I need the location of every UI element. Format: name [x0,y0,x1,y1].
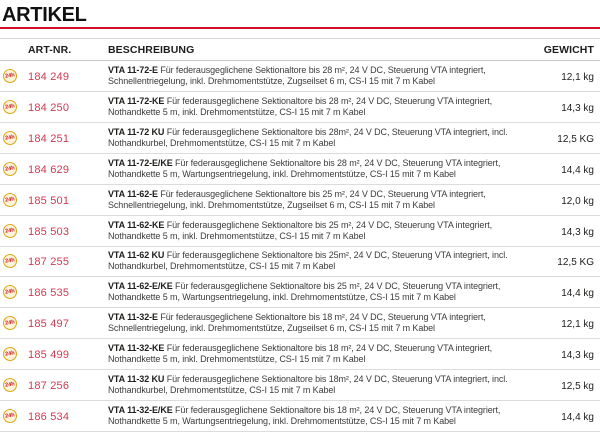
badge-label: 24h [4,381,16,389]
product-description: Für federausgeglichene Sektionaltore bis 18m², 24 V DC, Steuerung VTA integriert, incl. Nothandkurbel, Drehmomentstütze, CS-I 15 mit 7 m Kabel [108,374,508,396]
article-number: 187 255 [28,256,70,269]
badge-label: 24h [4,226,16,235]
24h-express-badge-icon [2,377,18,393]
24h-express-badge-icon [2,68,18,84]
product-name: VTA 11-72-E [108,64,158,75]
product-name: VTA 11-72-E/KE [108,157,173,168]
article-number: 187 256 [28,380,70,393]
badge-label: 24h [4,103,16,111]
table-row [0,401,600,432]
product-description: Für federausgeglichene Sektionaltore bis 28 m², 24 V DC, Steuerung VTA integriert, Nothandkette 5 m, inkl. Drehmomentstütze, CS-I 15 mit 7 m Kabel [108,95,493,117]
article-number: 185 497 [28,318,70,331]
table-body [0,61,600,432]
product-name: VTA 11-62-E/KE [108,281,173,292]
table-row [0,61,600,92]
product-name: VTA 11-32 KU [108,374,165,385]
table-row [0,185,600,216]
badge-label: 24h [4,288,16,297]
badge-label: 24h [4,165,16,173]
24h-express-badge-icon [2,99,18,115]
badge-label: 24h [4,72,16,80]
product-description: Für federausgeglichene Sektionaltore bis 25 m², 24 V DC, Steuerung VTA integriert, Nothandkette 5 m, Wartungsentriegelung, inkl. Drehmomentstütze, CS-I 15 mit 7 m Kabel [108,281,501,303]
24h-express-badge-icon [2,346,18,362]
weight-value: 14,3 kg [561,102,594,114]
product-description: Für federausgeglichene Sektionaltore bis 25m², 24 V DC, Steuerung VTA integriert, incl. Nothandkurbel, Drehmomentstütze, CS-I 15 mit 7 m Kabel [108,250,508,272]
weight-value: 14,4 kg [561,412,594,424]
product-description: Für federausgeglichene Sektionaltore bis 18 m², 24 V DC, Steuerung VTA integriert, Nothandkette 5 m, Wartungsentriegelung, inkl. Drehmomentstütze, CS-I 15 mit 7 m Kabel [108,405,501,427]
article-number: 185 503 [28,225,70,238]
product-name: VTA 11-72 KU [108,126,165,137]
weight-value: 12,0 kg [561,195,594,207]
24h-express-badge-icon [2,285,18,301]
product-description: Für federausgeglichene Sektionaltore bis 28 m², 24 V DC, Steuerung VTA integriert, Schnellentriegelung, inkl. Drehmomentstütze, Zugseilset 6 m, CS-I 15 mit 7 m Kabel [108,64,486,86]
page-title: ARTIKEL [2,4,87,26]
article-number: 184 629 [28,163,70,176]
article-number: 184 250 [28,101,70,114]
weight-value: 12,5 KG [557,257,594,269]
product-name: VTA 11-62-KE [108,219,165,230]
product-name: VTA 11-32-E/KE [108,405,173,416]
badge-label: 24h [4,196,16,204]
weight-value: 12,1 kg [561,319,594,331]
24h-express-badge-icon [2,161,18,177]
24h-express-badge-icon [2,223,18,239]
article-number: 186 534 [28,411,70,424]
table-row [0,308,600,339]
article-number: 185 501 [28,194,70,207]
article-number: 184 251 [28,132,70,145]
24h-express-badge-icon [2,192,18,208]
product-name: VTA 11-62 KU [108,250,165,261]
weight-value: 12,5 kg [561,381,594,393]
article-number: 185 499 [28,349,70,362]
product-name: VTA 11-32-KE [108,343,165,354]
24h-express-badge-icon [2,130,18,146]
column-header-gewicht: GEWICHT [543,43,594,56]
product-description: Für federausgeglichene Sektionaltore bis 25 m², 24 V DC, Steuerung VTA integriert, Nothandkette 5 m, inkl. Drehmomentstütze, CS-I 15 mit 7 m Kabel [108,219,493,241]
weight-value: 12,1 kg [561,71,594,83]
badge-label: 24h [4,319,16,327]
table-row [0,92,600,123]
product-name: VTA 11-32-E [108,312,158,323]
column-header-artnr: ART-NR. [28,43,72,56]
weight-value: 14,4 kg [561,164,594,176]
24h-express-badge-icon [2,408,18,424]
product-description: Für federausgeglichene Sektionaltore bis 18 m², 24 V DC, Steuerung VTA integriert, Schnellentriegelung, inkl. Drehmomentstütze, Zugseilset 6 m, CS-I 15 mit 7 m Kabel [108,312,486,334]
weight-value: 12,5 KG [557,133,594,145]
table-row [0,277,600,308]
weight-value: 14,3 kg [561,226,594,238]
badge-label: 24h [4,412,16,420]
column-header-beschreibung: BESCHREIBUNG [108,43,195,56]
24h-express-badge-icon [2,315,18,331]
weight-value: 14,3 kg [561,350,594,362]
table-row [0,339,600,370]
table-header-row [0,38,600,61]
article-number: 184 249 [28,70,70,83]
badge-label: 24h [4,350,16,358]
weight-value: 14,4 kg [561,288,594,300]
table-row [0,216,600,247]
product-description: Für federausgeglichene Sektionaltore bis 28m², 24 V DC, Steuerung VTA integriert, incl. Nothandkurbel, Drehmomentstütze, CS-I 15 mit 7 m Kabel [108,126,508,148]
article-table [0,29,600,432]
product-description: Für federausgeglichene Sektionaltore bis 28 m², 24 V DC, Steuerung VTA integriert, Nothandkette 5 m, Wartungsentriegelung, inkl. Drehmomentstütze, CS-I 15 mit 7 m Kabel [108,157,501,179]
product-description: Für federausgeglichene Sektionaltore bis 25 m², 24 V DC, Steuerung VTA integriert, Schnellentriegelung, inkl. Drehmomentstütze, Zugseilset 6 m, CS-I 15 mit 7 m Kabel [108,188,486,210]
table-row [0,154,600,185]
product-name: VTA 11-62-E [108,188,158,199]
table-row [0,123,600,154]
table-row [0,247,600,278]
product-description: Für federausgeglichene Sektionaltore bis 18 m², 24 V DC, Steuerung VTA integriert, Nothandkette 5 m, inkl. Drehmomentstütze, CS-I 15 mit 7 m Kabel [108,343,493,365]
table-row [0,370,600,401]
article-number: 186 535 [28,287,70,300]
24h-express-badge-icon [2,254,18,270]
badge-label: 24h [4,257,16,266]
product-name: VTA 11-72-KE [108,95,165,106]
badge-label: 24h [4,134,16,142]
